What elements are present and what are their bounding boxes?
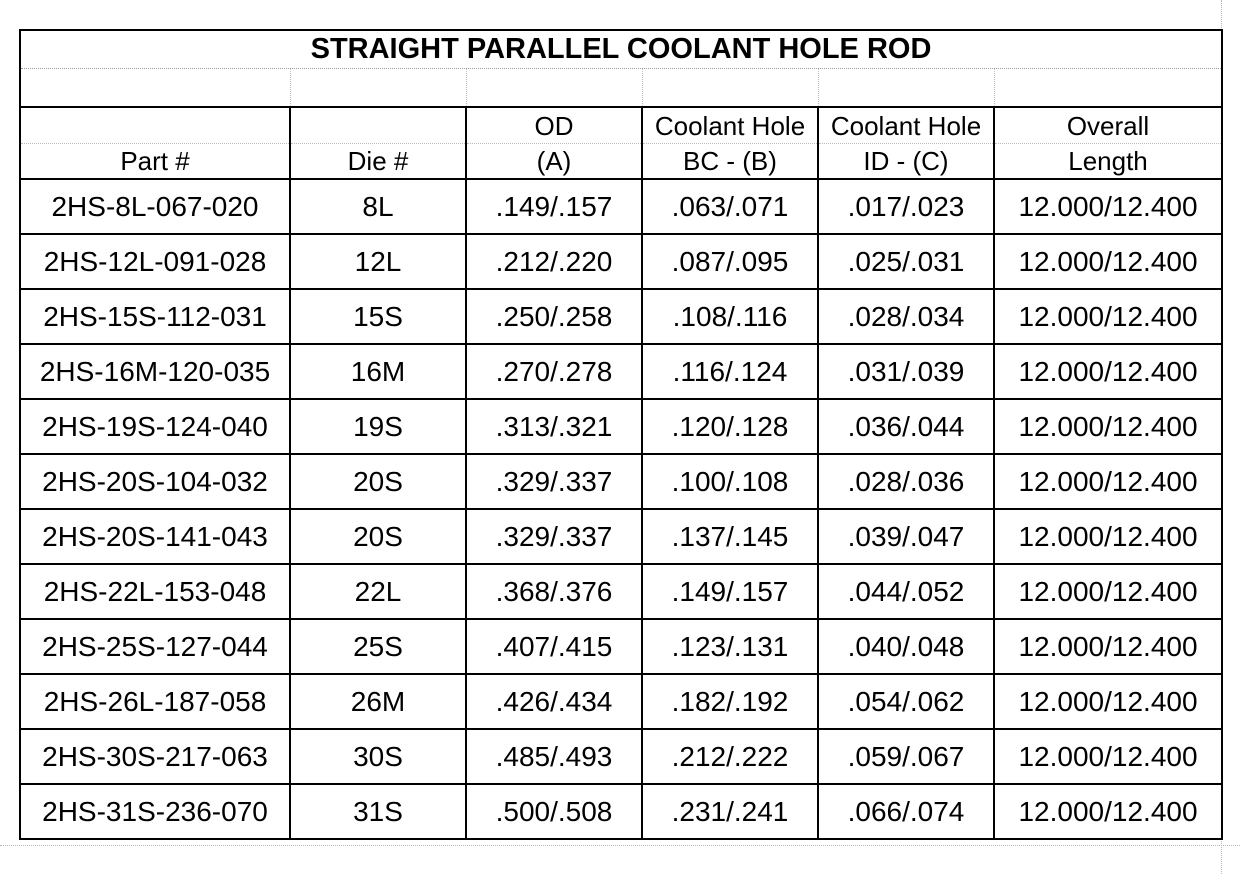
overall-length-cell: 12.000/12.400 [994,564,1222,619]
header-od: (A) [466,144,642,180]
header-length: Length [994,144,1222,180]
die-number-cell: 12L [290,234,466,289]
spacer-row [20,69,1222,108]
header-bc-top: Coolant Hole [642,107,818,144]
coolant-id-cell: .028/.036 [818,454,994,509]
table-row [20,619,1222,674]
coolant-id-cell: .044/.052 [818,564,994,619]
page-edge-bottom [0,845,1240,846]
coolant-id-cell: .017/.023 [818,179,994,234]
overall-length-cell: 12.000/12.400 [994,509,1222,564]
spacer-cell [466,69,642,108]
overall-length-cell: 12.000/12.400 [994,454,1222,509]
spacer-cell [290,69,466,108]
part-number-cell: 2HS-16M-120-035 [20,344,290,399]
die-number-cell: 19S [290,399,466,454]
od-cell: .212/.220 [466,234,642,289]
spacer-cell [642,69,818,108]
header-die-top [290,107,466,144]
header-id: ID - (C) [818,144,994,180]
spacer-cell [818,69,994,108]
header-row-top [20,107,1222,144]
table-row [20,674,1222,729]
overall-length-cell: 12.000/12.400 [994,234,1222,289]
part-number-cell: 2HS-15S-112-031 [20,289,290,344]
part-number-cell: 2HS-22L-153-048 [20,564,290,619]
table-row [20,784,1222,839]
die-number-cell: 26M [290,674,466,729]
coolant-bc-cell: .108/.116 [642,289,818,344]
coolant-id-cell: .028/.034 [818,289,994,344]
part-number-cell: 2HS-8L-067-020 [20,179,290,234]
table-row [20,509,1222,564]
die-number-cell: 8L [290,179,466,234]
coolant-bc-cell: .182/.192 [642,674,818,729]
part-number-cell: 2HS-19S-124-040 [20,399,290,454]
overall-length-cell: 12.000/12.400 [994,289,1222,344]
od-cell: .270/.278 [466,344,642,399]
od-cell: .329/.337 [466,509,642,564]
header-bc: BC - (B) [642,144,818,180]
od-cell: .500/.508 [466,784,642,839]
spacer-cell [20,69,290,108]
header-od-top: OD [466,107,642,144]
part-number-cell: 2HS-25S-127-044 [20,619,290,674]
od-cell: .426/.434 [466,674,642,729]
overall-length-cell: 12.000/12.400 [994,344,1222,399]
spacer-cell [994,69,1222,108]
overall-length-cell: 12.000/12.400 [994,729,1222,784]
coolant-bc-cell: .149/.157 [642,564,818,619]
od-cell: .313/.321 [466,399,642,454]
od-cell: .485/.493 [466,729,642,784]
table-row [20,564,1222,619]
coolant-id-cell: .040/.048 [818,619,994,674]
coolant-id-cell: .025/.031 [818,234,994,289]
part-number-cell: 2HS-30S-217-063 [20,729,290,784]
die-number-cell: 16M [290,344,466,399]
overall-length-cell: 12.000/12.400 [994,179,1222,234]
table-row [20,289,1222,344]
header-row-bottom [20,144,1222,180]
coolant-id-cell: .036/.044 [818,399,994,454]
coolant-rod-spec-table [19,29,1223,840]
table-row [20,344,1222,399]
table-row [20,729,1222,784]
coolant-id-cell: .039/.047 [818,509,994,564]
od-cell: .329/.337 [466,454,642,509]
coolant-bc-cell: .212/.222 [642,729,818,784]
od-cell: .368/.376 [466,564,642,619]
header-id-top: Coolant Hole [818,107,994,144]
die-number-cell: 31S [290,784,466,839]
header-part-top [20,107,290,144]
coolant-id-cell: .059/.067 [818,729,994,784]
die-number-cell: 25S [290,619,466,674]
od-cell: .407/.415 [466,619,642,674]
overall-length-cell: 12.000/12.400 [994,399,1222,454]
part-number-cell: 2HS-20S-104-032 [20,454,290,509]
die-number-cell: 20S [290,509,466,564]
die-number-cell: 20S [290,454,466,509]
die-number-cell: 22L [290,564,466,619]
coolant-bc-cell: .120/.128 [642,399,818,454]
overall-length-cell: 12.000/12.400 [994,674,1222,729]
part-number-cell: 2HS-26L-187-058 [20,674,290,729]
part-number-cell: 2HS-12L-091-028 [20,234,290,289]
part-number-cell: 2HS-20S-141-043 [20,509,290,564]
coolant-id-cell: .054/.062 [818,674,994,729]
header-die: Die # [290,144,466,180]
part-number-cell: 2HS-31S-236-070 [20,784,290,839]
coolant-id-cell: .031/.039 [818,344,994,399]
table-row [20,399,1222,454]
table-row [20,179,1222,234]
coolant-bc-cell: .100/.108 [642,454,818,509]
table-row [20,234,1222,289]
coolant-bc-cell: .087/.095 [642,234,818,289]
od-cell: .149/.157 [466,179,642,234]
overall-length-cell: 12.000/12.400 [994,784,1222,839]
die-number-cell: 30S [290,729,466,784]
header-part: Part # [20,144,290,180]
od-cell: .250/.258 [466,289,642,344]
coolant-bc-cell: .231/.241 [642,784,818,839]
coolant-bc-cell: .123/.131 [642,619,818,674]
table-title: STRAIGHT PARALLEL COOLANT HOLE ROD [20,30,1222,69]
coolant-id-cell: .066/.074 [818,784,994,839]
die-number-cell: 15S [290,289,466,344]
table-row [20,454,1222,509]
overall-length-cell: 12.000/12.400 [994,619,1222,674]
coolant-bc-cell: .137/.145 [642,509,818,564]
coolant-bc-cell: .116/.124 [642,344,818,399]
coolant-bc-cell: .063/.071 [642,179,818,234]
header-length-top: Overall [994,107,1222,144]
